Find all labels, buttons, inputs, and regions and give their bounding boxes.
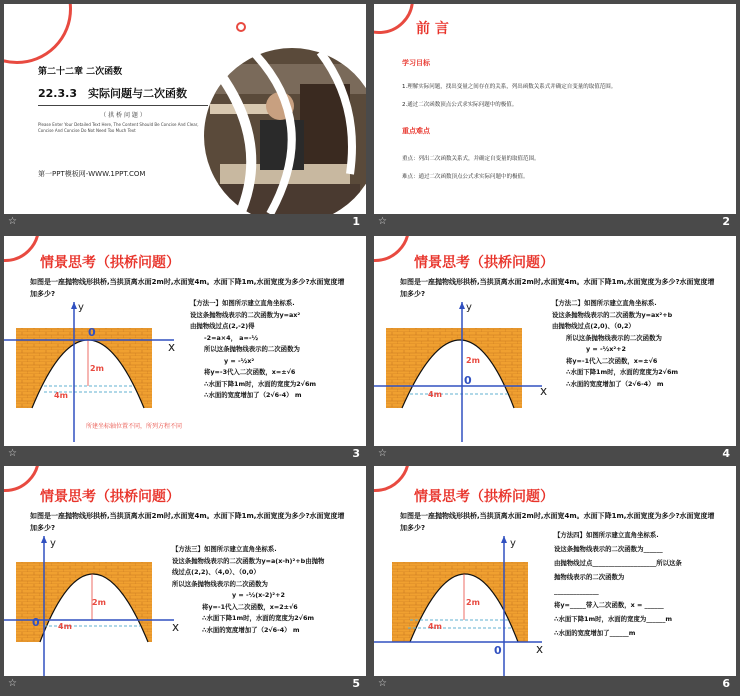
title-text-block xyxy=(38,64,208,134)
origin-label: 0 xyxy=(464,374,472,387)
question-text: 如图是一座抛物线形拱桥,当拱顶离水面2m时,水面宽4m。水面下降1m,水面宽度为多少?水面宽度增加多少? xyxy=(30,278,345,298)
x-label: x xyxy=(172,620,180,634)
red-ring-decoration xyxy=(4,236,40,262)
method-line: 设这条抛物线表示的二次函数为______ xyxy=(554,545,663,553)
height-label: 2m xyxy=(92,598,106,607)
slide-bar-3 xyxy=(4,446,366,464)
method-line: ∴水面的宽度增加了______m xyxy=(554,629,636,637)
slide-6 xyxy=(374,466,736,676)
height-label: 2m xyxy=(466,356,480,365)
origin-label: 0 xyxy=(88,326,96,339)
slide-bar-2 xyxy=(374,214,736,232)
method-line: 将y=-1代入二次函数，x=±√6 xyxy=(566,356,658,365)
star-icon[interactable]: ☆ xyxy=(8,216,17,227)
slide-thumb-5[interactable] xyxy=(4,466,366,694)
slide-number: 2 xyxy=(722,215,730,228)
method-line: ______________ xyxy=(554,587,599,595)
question-text: 如图是一座抛物线形拱桥,当拱顶离水面2m时,水面宽4m。水面下降1m,水面宽度为多少?水面宽度增加多少? xyxy=(400,512,715,532)
width-label: 4m xyxy=(428,390,442,399)
method-line: 【方法四】如图所示建立直角坐标系. xyxy=(554,531,659,539)
method-line: 将y=-3代入二次函数，x=±√6 xyxy=(204,368,296,376)
english-blurb: Please Enter Your Detailed Text Here, The Content Should Be Concise And Clear, Concise And Concise Do Not Need Too Much Text xyxy=(38,122,199,133)
section-title: 22.3.3 实际问题与二次函数 xyxy=(38,87,187,100)
bridge-diagram xyxy=(374,302,554,442)
method-line: ∴水面的宽度增加了（2√6-4） m xyxy=(566,379,664,388)
key-item-1: 重点：列出二次函数关系式，并确定自变量的取值范围。 xyxy=(402,156,540,162)
slide-5 xyxy=(4,466,366,676)
method-block xyxy=(554,528,682,640)
star-icon[interactable]: ☆ xyxy=(378,448,387,459)
method-line: ∴水面下降1m时，水面的宽度为______m xyxy=(554,615,673,623)
slide-thumb-6[interactable] xyxy=(374,466,736,694)
height-label: 2m xyxy=(90,364,104,373)
key-heading: 重点难点 xyxy=(402,127,430,135)
method-line: 将y=-1代入二次函数，x=2±√6 xyxy=(202,602,298,611)
slide-thumb-4[interactable] xyxy=(374,236,736,464)
slide-thumb-1[interactable] xyxy=(4,4,366,232)
y-label: y xyxy=(466,302,472,313)
slide-title: 情景思考（拱桥问题） xyxy=(414,255,554,271)
method-line: 将y=_____带入二次函数，x = ______ xyxy=(554,601,664,609)
method-line: y = -½x²+2 xyxy=(586,345,626,353)
method-line: ∴水面下降1m时，水面的宽度为2√6m xyxy=(202,614,315,622)
y-label: y xyxy=(510,538,516,549)
width-label: 4m xyxy=(428,622,442,631)
divider xyxy=(38,105,208,106)
slide-bar-1 xyxy=(4,214,366,232)
method-block xyxy=(552,298,678,390)
method-line: ∴水面下降1m时，水面的宽度为2√6m xyxy=(204,379,317,388)
goal-item-1: 1.理解实际问题，找出变量之间存在的关系，列出函数关系式并确定自变量的取值范围。 xyxy=(402,84,617,90)
method-line: y = -½(x-2)²+2 xyxy=(232,591,285,599)
cover-photo xyxy=(200,44,366,214)
y-label: y xyxy=(50,538,56,549)
x-label: x xyxy=(536,642,544,656)
slide-number: 3 xyxy=(352,447,360,460)
y-label: y xyxy=(78,302,84,313)
origin-label: 0 xyxy=(494,644,502,657)
method-line: 所以这条抛物线表示的二次函数为 xyxy=(172,579,268,588)
width-label: 4m xyxy=(54,391,68,400)
method-line: ∴水面的宽度增加了（2√6-4） m xyxy=(204,391,302,399)
question-text: 如图是一座抛物线形拱桥,当拱顶离水面2m时,水面宽4m。水面下降1m,水面宽度为多少?水面宽度增加多少? xyxy=(400,278,715,298)
method-line: 设这条抛物线表示的二次函数为y=ax²+b xyxy=(552,310,673,319)
red-ring-decoration xyxy=(4,466,40,492)
slide-2 xyxy=(374,4,736,214)
width-label: 4m xyxy=(58,622,72,631)
y-arrow-icon xyxy=(71,302,77,309)
slide-1 xyxy=(4,4,366,214)
method-line: -2=a×4， a=-½ xyxy=(204,333,259,342)
method-line: 【方法三】如图所示建立直角坐标系. xyxy=(172,545,277,553)
method-line: 由抛物线过点(2,0)、（0,2） xyxy=(552,322,635,330)
method-line: y = -½x² xyxy=(224,356,255,365)
bridge-diagram xyxy=(374,536,554,676)
method-block xyxy=(172,544,324,636)
method-line: 所以这条抛物线表示的二次函数为 xyxy=(204,345,300,353)
star-icon[interactable]: ☆ xyxy=(8,678,17,689)
goal-item-2: 2.通过二次函数顶点公式求实际问题中的极值。 xyxy=(402,102,518,108)
star-icon[interactable]: ☆ xyxy=(8,448,17,459)
method-line: 抛物线表示的二次函数为 xyxy=(554,573,625,581)
method-line: 所以这条抛物线表示的二次函数为 xyxy=(566,333,662,342)
subtitle: （ 拱 桥 问 题 ） xyxy=(100,112,146,119)
method-line: 【方法一】如图所示建立直角坐标系. xyxy=(190,299,295,307)
chapter-label: 第二十二章 二次函数 xyxy=(38,67,123,77)
y-arrow-icon xyxy=(501,536,507,543)
slide-title: 前 言 xyxy=(416,21,449,37)
method-line: 设这条抛物线表示的二次函数为y=a(x-h)²+b由抛物 xyxy=(172,556,325,565)
method-line: 由抛物线过点(2,-2)得 xyxy=(190,322,255,330)
origin-label: 0 xyxy=(32,616,40,629)
method-line: 设这条抛物线表示的二次函数为y=ax² xyxy=(190,310,301,319)
method-line: 线过点(2,2)、（4,0）、（0,0） xyxy=(172,568,260,576)
red-ring-decoration xyxy=(374,466,410,492)
slide-number: 5 xyxy=(352,677,360,690)
slide-number: 1 xyxy=(352,215,360,228)
key-item-2: 难点：通过二次函数顶点公式求实际问题中的极值。 xyxy=(402,174,529,180)
y-arrow-icon xyxy=(459,302,465,309)
slide-thumb-2[interactable] xyxy=(374,4,736,232)
slide-title: 情景思考（拱桥问题） xyxy=(40,489,180,505)
x-label: x xyxy=(540,384,548,398)
red-ring-decoration xyxy=(374,236,410,262)
method-block xyxy=(190,298,316,402)
star-icon[interactable]: ☆ xyxy=(378,216,387,227)
slide-3 xyxy=(4,236,366,446)
red-ring-decoration-small xyxy=(236,22,246,32)
slide-bar-4 xyxy=(374,446,736,464)
slide-number: 6 xyxy=(722,677,730,690)
method-line: ∴水面下降1m时，水面的宽度为2√6m xyxy=(566,368,679,376)
slide-title: 情景思考（拱桥问题） xyxy=(414,489,554,505)
x-label: x xyxy=(168,340,176,354)
slide-number: 4 xyxy=(722,447,730,460)
slide-title: 情景思考（拱桥问题） xyxy=(40,255,180,271)
method-line: 【方法二】如图所示建立直角坐标系. xyxy=(552,299,657,307)
star-icon[interactable]: ☆ xyxy=(378,678,387,689)
slide-thumb-3[interactable] xyxy=(4,236,366,464)
method-line: 由抛物线过点____________________所以这条 xyxy=(554,559,682,567)
red-ring-decoration xyxy=(374,4,414,34)
goals-heading: 学习目标 xyxy=(402,59,430,67)
slide-bar-5 xyxy=(4,676,366,694)
red-ring-decoration xyxy=(4,4,72,64)
y-arrow-icon xyxy=(41,536,47,543)
slide-bar-6 xyxy=(374,676,736,694)
method-line: ∴水面的宽度增加了（2√6-4） m xyxy=(202,625,300,634)
note-text: 所建坐标轴位置不同，所列方程不同 xyxy=(86,423,183,430)
footer-url: 第一PPT模板网-WWW.1PPT.COM xyxy=(38,170,146,178)
height-label: 2m xyxy=(466,598,480,607)
slide-4 xyxy=(374,236,736,446)
question-text: 如图是一座抛物线形拱桥,当拱顶离水面2m时,水面宽4m。水面下降1m,水面宽度为多少?水面宽度增加多少? xyxy=(30,512,345,532)
